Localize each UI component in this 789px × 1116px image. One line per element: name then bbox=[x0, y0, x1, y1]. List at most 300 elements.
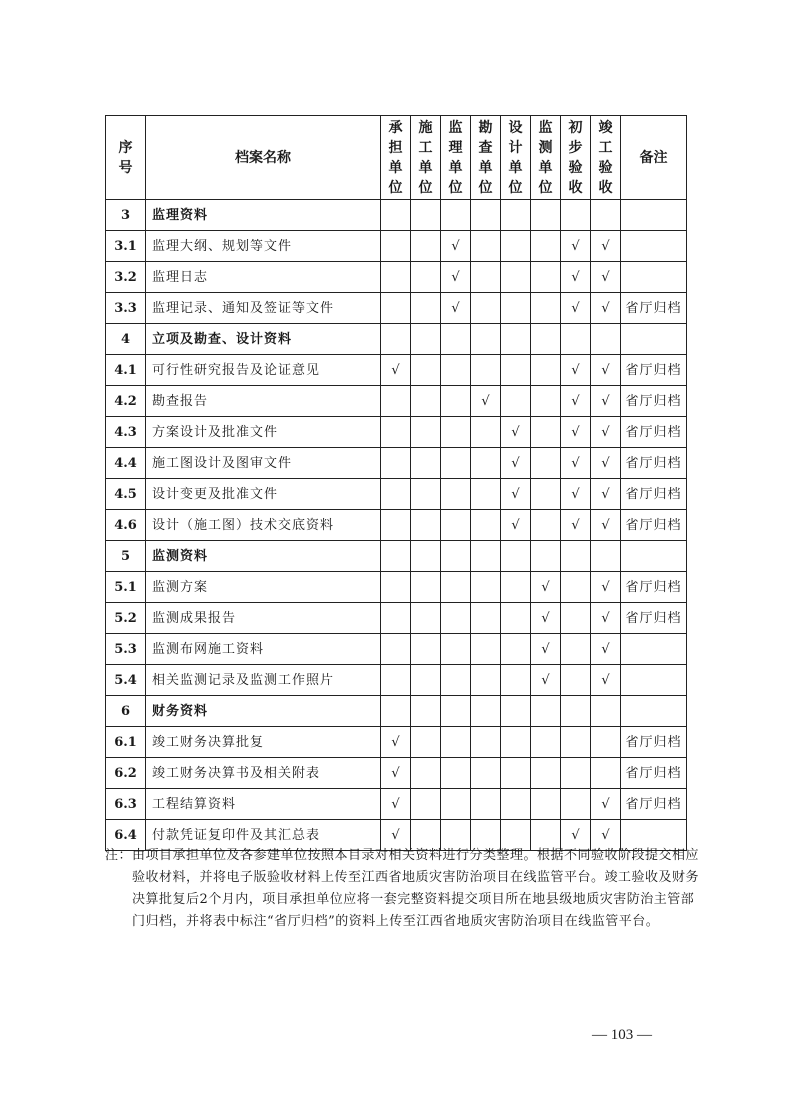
checkmark-icon: √ bbox=[541, 672, 550, 688]
checkmark-icon: √ bbox=[571, 269, 580, 285]
check-cell bbox=[471, 665, 501, 696]
check-cell bbox=[381, 417, 411, 448]
check-cell bbox=[441, 324, 471, 355]
check-cell bbox=[591, 696, 621, 727]
check-cell bbox=[471, 758, 501, 789]
row-seq: 4 bbox=[106, 324, 146, 355]
row-name: 竣工财务决算书及相关附表 bbox=[146, 758, 381, 789]
check-cell bbox=[561, 200, 591, 231]
row-seq: 5.2 bbox=[106, 603, 146, 634]
check-cell bbox=[531, 541, 561, 572]
checkmark-icon: √ bbox=[601, 796, 610, 812]
check-cell bbox=[531, 355, 561, 386]
check-cell bbox=[531, 510, 561, 541]
check-cell bbox=[411, 789, 441, 820]
header-unit: 施工单位 bbox=[411, 116, 441, 200]
check-cell bbox=[501, 665, 531, 696]
row-seq: 4.6 bbox=[106, 510, 146, 541]
check-cell bbox=[471, 386, 501, 417]
row-seq: 3 bbox=[106, 200, 146, 231]
row-remark: 省厅归档 bbox=[621, 479, 687, 510]
check-cell bbox=[591, 727, 621, 758]
row-seq: 6.3 bbox=[106, 789, 146, 820]
check-cell bbox=[441, 665, 471, 696]
header-unit: 竣工验收 bbox=[591, 116, 621, 200]
check-cell bbox=[561, 665, 591, 696]
check-cell bbox=[381, 200, 411, 231]
check-cell bbox=[531, 448, 561, 479]
section-row bbox=[106, 541, 687, 572]
row-remark: 省厅归档 bbox=[621, 355, 687, 386]
row-name: 监理记录、通知及签证等文件 bbox=[146, 293, 381, 324]
checkmark-icon: √ bbox=[571, 238, 580, 254]
check-cell bbox=[441, 541, 471, 572]
checkmark-icon: √ bbox=[571, 393, 580, 409]
checkmark-icon: √ bbox=[481, 393, 490, 409]
row-remark bbox=[621, 262, 687, 293]
check-cell bbox=[441, 479, 471, 510]
row-seq: 4.4 bbox=[106, 448, 146, 479]
check-cell bbox=[411, 386, 441, 417]
check-cell bbox=[591, 386, 621, 417]
row-name: 相关监测记录及监测工作照片 bbox=[146, 665, 381, 696]
row-seq: 5.1 bbox=[106, 572, 146, 603]
section-row bbox=[106, 696, 687, 727]
check-cell bbox=[531, 727, 561, 758]
check-cell bbox=[441, 510, 471, 541]
check-cell bbox=[471, 231, 501, 262]
row-remark bbox=[621, 665, 687, 696]
row-name: 可行性研究报告及论证意见 bbox=[146, 355, 381, 386]
row-remark: 省厅归档 bbox=[621, 572, 687, 603]
check-cell bbox=[501, 789, 531, 820]
checkmark-icon: √ bbox=[511, 517, 520, 533]
check-cell bbox=[501, 386, 531, 417]
row-remark bbox=[621, 696, 687, 727]
check-cell bbox=[381, 696, 411, 727]
table-row bbox=[106, 789, 687, 820]
check-cell bbox=[561, 758, 591, 789]
row-name: 方案设计及批准文件 bbox=[146, 417, 381, 448]
check-cell bbox=[381, 231, 411, 262]
check-cell bbox=[381, 262, 411, 293]
check-cell bbox=[501, 324, 531, 355]
check-cell bbox=[441, 355, 471, 386]
check-cell bbox=[471, 541, 501, 572]
row-remark: 省厅归档 bbox=[621, 727, 687, 758]
check-cell bbox=[411, 200, 441, 231]
check-cell bbox=[561, 417, 591, 448]
check-cell bbox=[531, 417, 561, 448]
check-cell bbox=[381, 510, 411, 541]
check-cell bbox=[471, 696, 501, 727]
check-cell bbox=[561, 696, 591, 727]
row-seq: 6.2 bbox=[106, 758, 146, 789]
row-seq: 6 bbox=[106, 696, 146, 727]
check-cell bbox=[381, 479, 411, 510]
check-cell bbox=[381, 727, 411, 758]
check-cell bbox=[561, 541, 591, 572]
check-cell bbox=[441, 200, 471, 231]
row-remark bbox=[621, 541, 687, 572]
check-cell bbox=[561, 634, 591, 665]
check-cell bbox=[441, 572, 471, 603]
section-row bbox=[106, 200, 687, 231]
check-cell bbox=[411, 231, 441, 262]
row-remark: 省厅归档 bbox=[621, 510, 687, 541]
check-cell bbox=[471, 324, 501, 355]
check-cell bbox=[531, 386, 561, 417]
checkmark-icon: √ bbox=[391, 734, 400, 750]
header-unit: 初步验收 bbox=[561, 116, 591, 200]
checkmark-icon: √ bbox=[571, 517, 580, 533]
check-cell bbox=[501, 293, 531, 324]
check-cell bbox=[591, 355, 621, 386]
check-cell bbox=[591, 634, 621, 665]
row-seq: 6.4 bbox=[106, 820, 146, 851]
check-cell bbox=[561, 293, 591, 324]
check-cell bbox=[471, 603, 501, 634]
row-seq: 5.4 bbox=[106, 665, 146, 696]
check-cell bbox=[471, 510, 501, 541]
check-cell bbox=[561, 324, 591, 355]
check-cell bbox=[591, 758, 621, 789]
row-seq: 4.2 bbox=[106, 386, 146, 417]
row-seq: 3.1 bbox=[106, 231, 146, 262]
header-unit: 勘查单位 bbox=[471, 116, 501, 200]
row-name: 财务资料 bbox=[146, 696, 381, 727]
table-row bbox=[106, 293, 687, 324]
row-name: 监理大纲、规划等文件 bbox=[146, 231, 381, 262]
check-cell bbox=[411, 727, 441, 758]
table-row bbox=[106, 231, 687, 262]
section-row bbox=[106, 324, 687, 355]
check-cell bbox=[591, 665, 621, 696]
checkmark-icon: √ bbox=[571, 486, 580, 502]
header-unit: 设计单位 bbox=[501, 116, 531, 200]
check-cell bbox=[531, 603, 561, 634]
header-unit: 承担单位 bbox=[381, 116, 411, 200]
checkmark-icon: √ bbox=[601, 269, 610, 285]
checkmark-icon: √ bbox=[571, 455, 580, 471]
check-cell bbox=[501, 479, 531, 510]
check-cell bbox=[411, 293, 441, 324]
check-cell bbox=[471, 634, 501, 665]
check-cell bbox=[441, 696, 471, 727]
check-cell bbox=[591, 479, 621, 510]
check-cell bbox=[471, 355, 501, 386]
check-cell bbox=[561, 231, 591, 262]
check-cell bbox=[591, 200, 621, 231]
check-cell bbox=[381, 665, 411, 696]
check-cell bbox=[531, 696, 561, 727]
checkmark-icon: √ bbox=[391, 796, 400, 812]
row-remark: 省厅归档 bbox=[621, 386, 687, 417]
header-name: 档案名称 bbox=[146, 116, 381, 200]
check-cell bbox=[441, 758, 471, 789]
check-cell bbox=[561, 479, 591, 510]
row-seq: 5.3 bbox=[106, 634, 146, 665]
header-remark: 备注 bbox=[621, 116, 687, 200]
row-remark bbox=[621, 200, 687, 231]
checkmark-icon: √ bbox=[391, 765, 400, 781]
row-name: 工程结算资料 bbox=[146, 789, 381, 820]
check-cell bbox=[531, 665, 561, 696]
check-cell bbox=[591, 293, 621, 324]
row-name: 施工图设计及图审文件 bbox=[146, 448, 381, 479]
check-cell bbox=[501, 634, 531, 665]
row-seq: 3.3 bbox=[106, 293, 146, 324]
check-cell bbox=[591, 231, 621, 262]
table-row bbox=[106, 479, 687, 510]
table-row bbox=[106, 448, 687, 479]
checkmark-icon: √ bbox=[511, 486, 520, 502]
table-row bbox=[106, 634, 687, 665]
row-name: 设计变更及批准文件 bbox=[146, 479, 381, 510]
check-cell bbox=[561, 262, 591, 293]
row-name: 监测方案 bbox=[146, 572, 381, 603]
archive-table bbox=[105, 115, 687, 851]
check-cell bbox=[501, 262, 531, 293]
check-cell bbox=[411, 324, 441, 355]
table-row bbox=[106, 510, 687, 541]
row-name: 付款凭证复印件及其汇总表 bbox=[146, 820, 381, 851]
checkmark-icon: √ bbox=[571, 827, 580, 843]
row-name: 监测布网施工资料 bbox=[146, 634, 381, 665]
check-cell bbox=[441, 789, 471, 820]
check-cell bbox=[441, 603, 471, 634]
table-row bbox=[106, 355, 687, 386]
checkmark-icon: √ bbox=[601, 827, 610, 843]
check-cell bbox=[531, 293, 561, 324]
row-seq: 5 bbox=[106, 541, 146, 572]
check-cell bbox=[381, 603, 411, 634]
table-row bbox=[106, 727, 687, 758]
check-cell bbox=[561, 603, 591, 634]
check-cell bbox=[531, 572, 561, 603]
row-remark bbox=[621, 634, 687, 665]
check-cell bbox=[381, 293, 411, 324]
table-row bbox=[106, 417, 687, 448]
check-cell bbox=[561, 789, 591, 820]
check-cell bbox=[591, 510, 621, 541]
check-cell bbox=[531, 231, 561, 262]
checkmark-icon: √ bbox=[601, 424, 610, 440]
check-cell bbox=[561, 386, 591, 417]
check-cell bbox=[591, 541, 621, 572]
check-cell bbox=[381, 789, 411, 820]
check-cell bbox=[501, 231, 531, 262]
check-cell bbox=[411, 510, 441, 541]
check-cell bbox=[531, 634, 561, 665]
checkmark-icon: √ bbox=[601, 672, 610, 688]
checkmark-icon: √ bbox=[601, 641, 610, 657]
check-cell bbox=[471, 448, 501, 479]
checkmark-icon: √ bbox=[541, 579, 550, 595]
check-cell bbox=[471, 262, 501, 293]
check-cell bbox=[441, 293, 471, 324]
check-cell bbox=[471, 479, 501, 510]
checkmark-icon: √ bbox=[451, 238, 460, 254]
check-cell bbox=[411, 541, 441, 572]
check-cell bbox=[561, 572, 591, 603]
check-cell bbox=[531, 262, 561, 293]
check-cell bbox=[411, 448, 441, 479]
check-cell bbox=[411, 572, 441, 603]
row-seq: 4.3 bbox=[106, 417, 146, 448]
row-name: 立项及勘查、设计资料 bbox=[146, 324, 381, 355]
row-seq: 4.5 bbox=[106, 479, 146, 510]
check-cell bbox=[471, 417, 501, 448]
header-seq: 序号 bbox=[106, 116, 146, 200]
check-cell bbox=[411, 696, 441, 727]
check-cell bbox=[561, 355, 591, 386]
check-cell bbox=[411, 262, 441, 293]
checkmark-icon: √ bbox=[601, 486, 610, 502]
check-cell bbox=[471, 572, 501, 603]
check-cell bbox=[501, 572, 531, 603]
check-cell bbox=[501, 417, 531, 448]
check-cell bbox=[441, 727, 471, 758]
check-cell bbox=[411, 479, 441, 510]
check-cell bbox=[441, 262, 471, 293]
checkmark-icon: √ bbox=[571, 424, 580, 440]
row-seq: 6.1 bbox=[106, 727, 146, 758]
row-remark: 省厅归档 bbox=[621, 417, 687, 448]
check-cell bbox=[591, 603, 621, 634]
check-cell bbox=[561, 448, 591, 479]
checkmark-icon: √ bbox=[451, 300, 460, 316]
table-row bbox=[106, 572, 687, 603]
check-cell bbox=[501, 200, 531, 231]
check-cell bbox=[381, 541, 411, 572]
check-cell bbox=[501, 355, 531, 386]
check-cell bbox=[501, 510, 531, 541]
check-cell bbox=[501, 541, 531, 572]
checkmark-icon: √ bbox=[511, 424, 520, 440]
check-cell bbox=[471, 200, 501, 231]
check-cell bbox=[411, 417, 441, 448]
row-remark: 省厅归档 bbox=[621, 448, 687, 479]
row-name: 监测资料 bbox=[146, 541, 381, 572]
row-remark: 省厅归档 bbox=[621, 758, 687, 789]
row-remark bbox=[621, 324, 687, 355]
checkmark-icon: √ bbox=[541, 641, 550, 657]
row-remark: 省厅归档 bbox=[621, 603, 687, 634]
check-cell bbox=[381, 758, 411, 789]
check-cell bbox=[471, 293, 501, 324]
check-cell bbox=[411, 355, 441, 386]
row-remark: 省厅归档 bbox=[621, 293, 687, 324]
check-cell bbox=[531, 758, 561, 789]
check-cell bbox=[531, 324, 561, 355]
check-cell bbox=[441, 634, 471, 665]
row-name: 监理日志 bbox=[146, 262, 381, 293]
check-cell bbox=[561, 727, 591, 758]
checkmark-icon: √ bbox=[601, 579, 610, 595]
check-cell bbox=[411, 634, 441, 665]
check-cell bbox=[531, 479, 561, 510]
row-name: 设计（施工图）技术交底资料 bbox=[146, 510, 381, 541]
check-cell bbox=[501, 727, 531, 758]
row-seq: 4.1 bbox=[106, 355, 146, 386]
checkmark-icon: √ bbox=[601, 517, 610, 533]
check-cell bbox=[591, 572, 621, 603]
check-cell bbox=[411, 665, 441, 696]
row-name: 竣工财务决算批复 bbox=[146, 727, 381, 758]
check-cell bbox=[501, 758, 531, 789]
check-cell bbox=[591, 789, 621, 820]
check-cell bbox=[381, 634, 411, 665]
row-remark bbox=[621, 231, 687, 262]
footnote-lead: 注： bbox=[105, 848, 133, 863]
table-row bbox=[106, 262, 687, 293]
checkmark-icon: √ bbox=[601, 300, 610, 316]
check-cell bbox=[441, 231, 471, 262]
check-cell bbox=[471, 789, 501, 820]
table-header-row bbox=[106, 116, 687, 200]
check-cell bbox=[591, 262, 621, 293]
check-cell bbox=[381, 324, 411, 355]
checkmark-icon: √ bbox=[571, 300, 580, 316]
header-unit: 监理单位 bbox=[441, 116, 471, 200]
check-cell bbox=[501, 448, 531, 479]
checkmark-icon: √ bbox=[601, 455, 610, 471]
row-name: 监测成果报告 bbox=[146, 603, 381, 634]
checkmark-icon: √ bbox=[601, 393, 610, 409]
check-cell bbox=[531, 200, 561, 231]
row-remark: 省厅归档 bbox=[621, 789, 687, 820]
header-unit: 监测单位 bbox=[531, 116, 561, 200]
check-cell bbox=[411, 758, 441, 789]
row-name: 勘查报告 bbox=[146, 386, 381, 417]
checkmark-icon: √ bbox=[571, 362, 580, 378]
check-cell bbox=[591, 417, 621, 448]
check-cell bbox=[501, 603, 531, 634]
check-cell bbox=[591, 448, 621, 479]
check-cell bbox=[441, 448, 471, 479]
check-cell bbox=[411, 603, 441, 634]
page-number: — 103 — bbox=[592, 1027, 652, 1043]
check-cell bbox=[381, 355, 411, 386]
table-row bbox=[106, 758, 687, 789]
check-cell bbox=[381, 572, 411, 603]
footnote bbox=[105, 845, 705, 933]
checkmark-icon: √ bbox=[541, 610, 550, 626]
checkmark-icon: √ bbox=[391, 362, 400, 378]
check-cell bbox=[561, 510, 591, 541]
table-row bbox=[106, 665, 687, 696]
checkmark-icon: √ bbox=[391, 827, 400, 843]
check-cell bbox=[471, 727, 501, 758]
checkmark-icon: √ bbox=[511, 455, 520, 471]
checkmark-icon: √ bbox=[451, 269, 460, 285]
check-cell bbox=[441, 386, 471, 417]
check-cell bbox=[591, 324, 621, 355]
table-row bbox=[106, 386, 687, 417]
table-body bbox=[106, 200, 687, 851]
check-cell bbox=[381, 448, 411, 479]
row-seq: 3.2 bbox=[106, 262, 146, 293]
table-row bbox=[106, 603, 687, 634]
check-cell bbox=[381, 386, 411, 417]
check-cell bbox=[501, 696, 531, 727]
checkmark-icon: √ bbox=[601, 362, 610, 378]
checkmark-icon: √ bbox=[601, 238, 610, 254]
checkmark-icon: √ bbox=[601, 610, 610, 626]
check-cell bbox=[531, 789, 561, 820]
footnote-text: 由项目承担单位及各参建单位按照本目录对相关资料进行分类整理。根据不同验收阶段提交相应验收材料，并将电子版验收材料上传至江西省地质灾害防治项目在线监管平台。竣工验收及财务决算批复后2个月内，项目承担单位应将一套完整资料提交项目所在地县级地质灾害防治主管部门归档，并将表中标注“省厅归档”的资料上传至江西省地质灾害防治项目在线监管平台。 bbox=[132, 848, 700, 929]
